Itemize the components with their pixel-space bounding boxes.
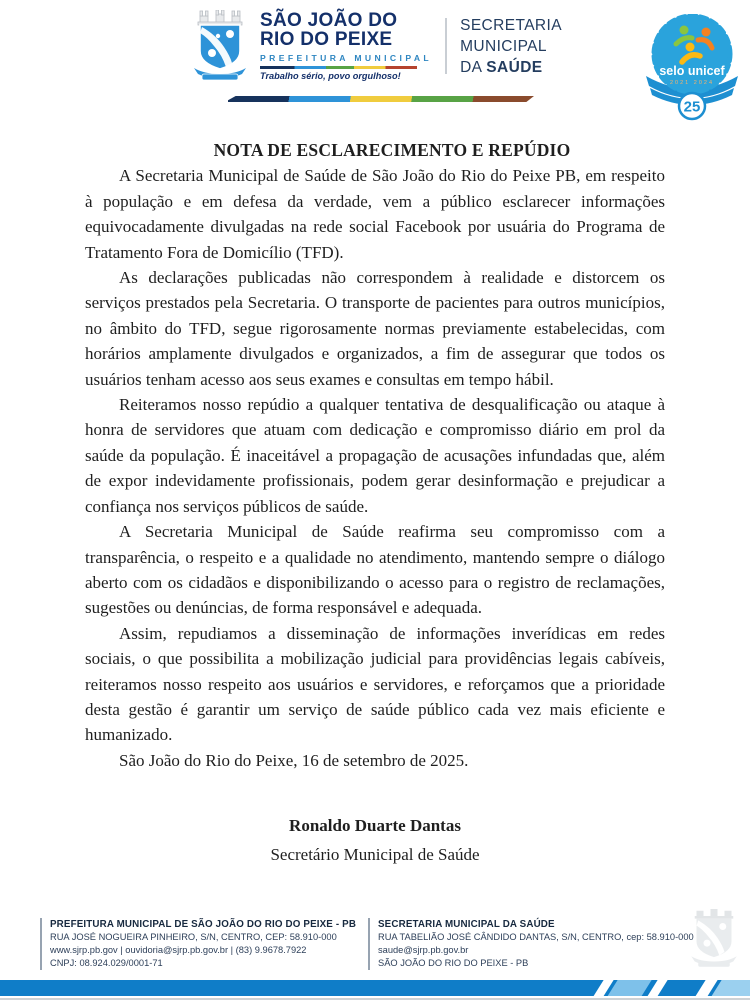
signature-name: Ronaldo Duarte Dantas (289, 816, 461, 835)
secretariat-line3 (460, 57, 562, 78)
city-name-line1: SÃO JOÃO DO (260, 10, 398, 32)
signature-block (0, 816, 750, 865)
watermark-crest-icon (686, 904, 742, 970)
page-header (0, 10, 750, 116)
unicef-seal-badge (640, 14, 744, 124)
paragraph-4: A Secretaria Municipal de Saúde reafirma seu compromisso com a transparência, o respeito e a qualidade no atendimento, mantendo sempre o diálogo aberto com os cidadãos e disponibilizando o acesso para o registro de reclamações, sugestões ou denúncias, de forma responsável e adequada. (85, 522, 665, 618)
city-hall-logo (188, 10, 432, 82)
badge-label: selo unicef (659, 64, 725, 78)
footer-right-address: RUA TABELIÃO JOSÉ CÂNDIDO DANTAS, S/N, CENTRO, cep: 58.910-000 (378, 932, 694, 942)
footer-left-contacts: www.sjrp.pb.gov | ouvidoria@sjrp.pb.gov.br | (83) 9.9678.7922 (50, 945, 307, 955)
badge-number: 25 (683, 98, 701, 116)
logo-color-rule (260, 66, 417, 69)
logo-text-block (260, 11, 432, 81)
secretariat-da: DA (460, 58, 482, 76)
secretariat-line1: SECRETARIA (460, 16, 562, 34)
date-line: São João do Rio do Peixe, 16 de setembro de 2025. (119, 750, 469, 770)
footer-prefeitura-column (40, 918, 368, 970)
logo-tagline: Trabalho sério, povo orgulhoso! (260, 70, 401, 81)
secretariat-line2: MUNICIPAL (460, 37, 547, 55)
footer-saude-column (368, 918, 694, 970)
secretariat-title (460, 15, 562, 78)
prefeitura-subtitle: PREFEITURA MUNICIPAL (260, 53, 433, 64)
footer-blue-bar (0, 980, 750, 996)
paragraph-5: Assim, repudiamos a disseminação de informações inverídicas em redes sociais, o que possibilita a mobilização judicial para providências legais cabíveis, reiteramos nosso respeito aos usuários e servidores, e reforçamos que a prioridade desta gestão é garantir um serviço de saúde público cada vez mais eficiente e humanizado. (85, 623, 665, 745)
page-footer (0, 916, 750, 978)
footer-left-address: RUA JOSÉ NOGUEIRA PINHEIRO, S/N, CENTRO, CEP: 58.910-000 (50, 932, 337, 942)
document-title: NOTA DE ESCLARECIMENTO E REPÚDIO (213, 140, 571, 160)
paragraph-1: A Secretaria Municipal de Saúde de São João do Rio do Peixe PB, em respeito à população e em defesa da verdade, vem a público esclarecer informações equivocadamente divulgadas na rede social Facebook por usuária do Programa de Tratamento Fora de Domicílio (TFD). (85, 166, 665, 262)
footer-left-cnpj: CNPJ: 08.924.029/0001-71 (50, 958, 163, 968)
signature-role: Secretário Municipal de Saúde (270, 845, 480, 864)
footer-right-email: saude@sjrp.pb.gov.br (378, 945, 469, 955)
city-name-line2: RIO DO PEIXE (260, 29, 393, 51)
paragraph-2: As declarações publicadas não correspondem à realidade e distorcem os serviços prestados pela Secretaria. O transporte de pacientes para outros municípios, no âmbito do TFD, segue rigorosamente normas previamente estabelecidas, com horários amplamente divulgados e organizados, a fim de assegurar que todos os usuários tenham acesso aos seus exames e consultas em tempo hábil. (85, 268, 665, 389)
document-body (85, 138, 665, 773)
coat-of-arms-icon (188, 10, 252, 82)
secretariat-saude: SAÚDE (486, 58, 543, 76)
footer-right-city: SÃO JOÃO DO RIO DO PEIXE - PB (378, 958, 529, 968)
footer-left-title: PREFEITURA MUNICIPAL DE SÃO JOÃO DO RIO DO PEIXE - PB (50, 919, 357, 930)
header-color-stripe (228, 96, 534, 102)
header-divider (445, 18, 447, 74)
paragraph-3: Reiteramos nosso repúdio a qualquer tentativa de desqualificação ou ataque à honra de servidores que atuam com dedicação e compromisso diário em prol da saúde da população. É inaceitável a propagação de acusações infundadas que, além de expor indevidamente profissionais, podem gerar desinformação e prejudicar a confiança nos serviços públicos de saúde. (85, 395, 665, 516)
header-brand-row (0, 10, 750, 82)
badge-years: 2021 2024 (670, 80, 714, 86)
footer-right-title: SECRETARIA MUNICIPAL DA SAÚDE (378, 919, 555, 930)
